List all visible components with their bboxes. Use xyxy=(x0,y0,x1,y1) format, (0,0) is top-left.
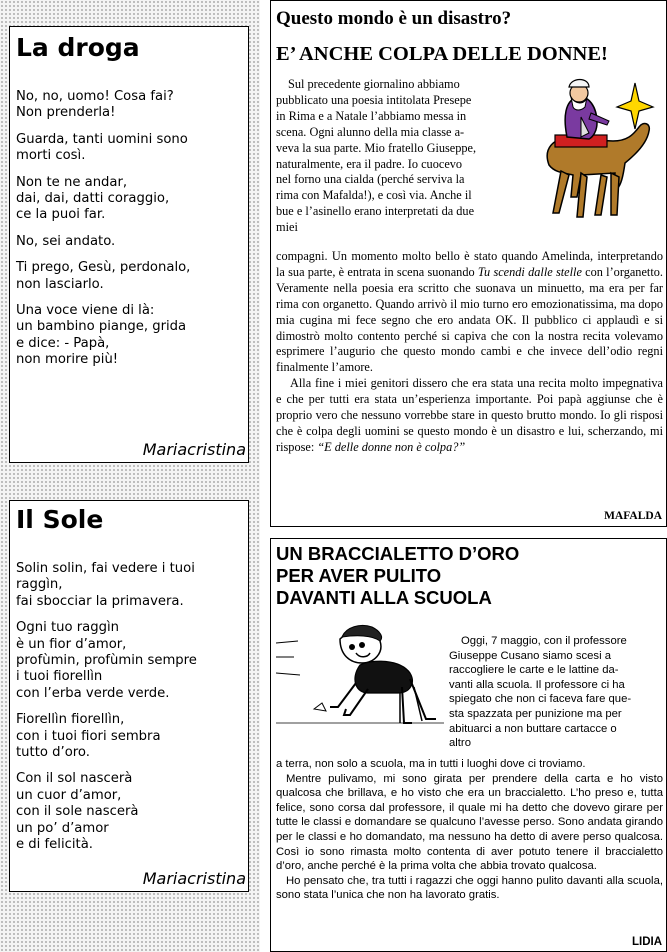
text-line: Giuseppe Cusano siamo scesi a xyxy=(449,649,612,662)
poem-line: non morire più! xyxy=(16,352,119,368)
poem-line: e di felicità. xyxy=(16,837,93,853)
poem-line: un po’ d’amor xyxy=(16,820,109,836)
poem-body xyxy=(16,89,248,369)
poem-line: profùmin, profùmin sempre xyxy=(16,653,197,669)
text-line: miei xyxy=(276,220,298,235)
article-quote: “E delle donne non è colpa?” xyxy=(317,439,466,454)
headline-line-3: DAVANTI ALLA SCUOLA xyxy=(276,587,492,608)
poem-line: un bambino piange, grida xyxy=(16,319,187,335)
poem-line: Solin solin, fai vedere i tuoi xyxy=(16,561,195,576)
text-line: vanti alla scuola. Il professore ci ha xyxy=(449,678,625,691)
poem-line: dai, dai, datti coraggio, xyxy=(16,191,170,207)
poem-line: Ogni tuo raggìn xyxy=(16,620,120,636)
text-line: sta spazzata per punizione ma per xyxy=(449,707,622,720)
poem-stanza xyxy=(16,303,248,369)
text-line: pubblicato una poesia intitolata Presepe xyxy=(276,92,472,107)
paragraph-3: Ho pensato che, tra tutti i ragazzi che oggi hanno pulito davanti alla scuola, sono stata l’unica che non ha lavorato gratis. xyxy=(276,874,663,902)
text-line: abituarci a non buttare cartacce o xyxy=(449,722,617,735)
article-lidia xyxy=(270,538,667,952)
poem-line: con il sole nascerà xyxy=(16,804,139,820)
text-line: scena. Ogni alunno della mia classe a- xyxy=(276,124,465,139)
poem-line: non lasciarlo. xyxy=(16,276,104,292)
article-mafalda xyxy=(270,0,667,527)
paragraph-2: Alla fine i miei genitori dissero che era stata una recita molto impegnativa e che per tutti era stata un’esperienza importante. Poi papà aggiunse che è proprio vero che nessuno vorrebbe stare in questo brutto mondo. Io gli risposi che è colpa degli uomini se questo mondo è un disastro e lui, scherzando, mi rispose: “E delle donne non è colpa?” xyxy=(276,376,663,454)
text-line: rima con Mafalda!), e così via. Anche il xyxy=(276,188,472,203)
poem-line: No, sei andato. xyxy=(16,233,116,249)
poem-line: No, no, uomo! Cosa fai? xyxy=(16,89,174,104)
text-line: bue e l’asinello erano interpretati da due xyxy=(276,204,475,219)
text-line: veva la sua parte. Mio fratello Giuseppe, xyxy=(276,140,477,155)
wise-man-camel-illustration xyxy=(531,77,663,227)
poem-line: e dice: - Papà, xyxy=(16,335,110,351)
article-body-paragraph xyxy=(276,249,663,456)
poem-line: i tuoi fiorellìn xyxy=(16,669,103,685)
text-line: Oggi, 7 maggio, con il professore xyxy=(461,635,627,647)
text-line: raccogliere le carte e le lattine da- xyxy=(449,664,619,677)
poem-line: fai sbocciar la primavera. xyxy=(16,593,184,609)
poem-line: è un fior d’amor, xyxy=(16,636,127,652)
text-line: altro xyxy=(449,737,471,750)
text-line: spiegato che non ci faceva fare que- xyxy=(449,693,632,706)
poem-line: Fiorellìn fiorellìn, xyxy=(16,712,125,728)
text-line: naturalmente, era il padre. Io cuocevo xyxy=(276,156,463,171)
poem-author: Mariacristina xyxy=(142,440,246,459)
poem-title: La droga xyxy=(16,33,140,62)
article-author: MAFALDA xyxy=(604,510,662,522)
poem-line: ce la puoi far. xyxy=(16,207,106,223)
paragraph-2: Mentre pulivamo, mi sono girata per prendere della carta e ho visto qualcosa che brillava, e ho visto che era un braccialetto. L’ho preso e, tutta felice, sono corsa dal professore, il quale mi ha detto che dovevo girare per tutte le classi e domandare se qualcuno l’avesse perso. Sono andata girando per le classi e ho domandato, ma nessuno ha detto di avere perso qualcosa. Così io sono rimasta molto contenta di aver potuto tenere il braccialetto d’oro, anche perché è la prima volta che abbia trovato qualcosa. xyxy=(276,772,663,873)
paragraph-1: a terra, non solo a scuola, ma in tutti i luoghi dove ci troviamo. xyxy=(276,758,586,770)
text-line: in Rima e a Natale l’abbiamo messa in xyxy=(276,108,467,123)
article-author: LIDIA xyxy=(631,936,662,948)
poem-stanza xyxy=(16,561,248,610)
poem-line: un cuor d’amor, xyxy=(16,787,122,803)
headline-line-1: UN BRACCIALETTO D’ORO xyxy=(276,543,520,564)
poem-line: morti così. xyxy=(16,148,86,164)
poem-line: Una voce viene di là: xyxy=(16,303,155,319)
poem-stanza xyxy=(16,89,248,122)
article-intro xyxy=(276,77,534,236)
article-headline: E’ ANCHE COLPA DELLE DONNE! xyxy=(276,43,608,65)
poem-stanza xyxy=(16,260,248,293)
poem-stanza xyxy=(16,234,248,250)
poem-stanza xyxy=(16,771,248,853)
poem-line: Ti prego, Gesù, perdonalo, xyxy=(16,260,191,276)
poem-body xyxy=(16,561,248,854)
poem-line: con i tuoi fiori sembra xyxy=(16,728,161,744)
star-icon xyxy=(617,83,653,129)
poem-stanza xyxy=(16,132,248,165)
text-line: nel forno una cialda (perché serviva la xyxy=(276,172,465,187)
poem-stanza xyxy=(16,620,248,702)
text-line: Sul precedente giornalino abbiamo xyxy=(288,77,460,91)
poem-line: Non te ne andar, xyxy=(16,174,128,190)
article-headline xyxy=(276,543,519,609)
poem-author: Mariacristina xyxy=(142,869,246,888)
poem-line: tutto d’oro. xyxy=(16,745,90,761)
poem-stanza xyxy=(16,175,248,224)
poem-title: Il Sole xyxy=(16,505,104,534)
poem-line: Non prenderla! xyxy=(16,105,116,121)
poem-line: Guarda, tanti uomini sono xyxy=(16,131,188,147)
poem-line: Con il sol nascerà xyxy=(16,771,133,787)
child-picking-up-litter-illustration xyxy=(276,623,444,737)
headline-line-2: PER AVER PULITO xyxy=(276,565,442,586)
poem-stanza xyxy=(16,712,248,761)
poem-box-la-droga xyxy=(9,26,249,463)
paragraph-1: compagni. Un momento molto bello è stato quando Amelinda, interpretando la sua parte, è entrata in scena suonando Tu scendi dalle stelle con l’organetto. Veramente nella poesia era scritto che suonava un minuetto, ma era per far rima con organetto. Quando arrivò il mio turno ero emozionatissima, ma dopo mia cugina mi fece segno che ero andata OK. Il pubblico ci applaudì e si dimostrò molto contento perché si capiva che con la nostra recita volevamo esprimere l’augurio che questo mondo cambi e che invece dell’odio regni finalmente l’amore. xyxy=(276,249,663,375)
poem-box-il-sole xyxy=(9,500,249,892)
article-intro xyxy=(449,634,661,751)
poem-line: con l’erba verde verde. xyxy=(16,685,170,701)
article-body xyxy=(276,757,663,903)
poem-line: raggìn, xyxy=(16,577,63,593)
article-kicker: Questo mondo è un disastro? xyxy=(276,8,512,29)
